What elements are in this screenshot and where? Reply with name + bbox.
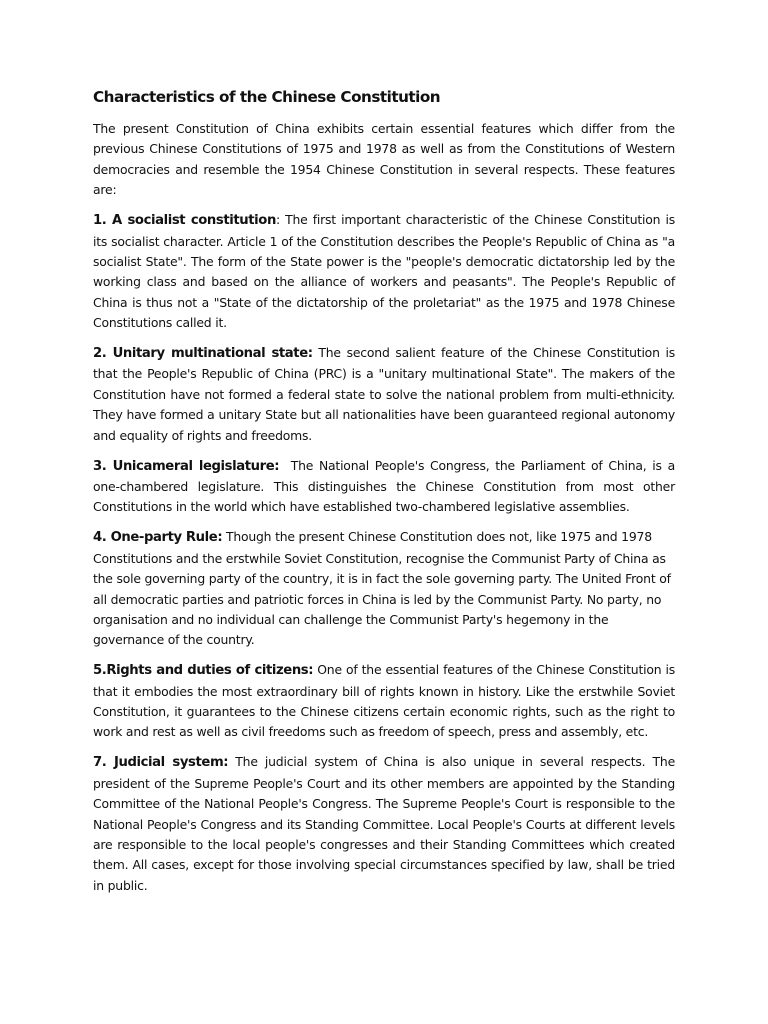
section-body: Though the present Chinese Constitution does not, like 1975 and 1978 Constitutions and the erstwhile Soviet Constitution, recognise the Communist Party of China as the sole governing party of the country, it is in fact the sole governing party. The United Front of all democratic parties and patriotic forces in China is led by the Communist Party. No party, no organisation and no individual can challenge the Communist Party's hegemony in the governance of the country.	[93, 529, 671, 648]
section-body: : The first important characteristic of the Chinese Constitution is its socialist character. Article 1 of the Constitution describes the People's Republic of China as "a socialist State". The form of the State power is the "people's democratic dictatorship led by the working class and based on the alliance of workers and peasants". The People's Republic of China is thus not a "State of the dictatorship of the proletariat" as the 1975 and 1978 Chinese Constitutions called it.	[93, 212, 675, 331]
section-judicial-system	[93, 752, 675, 896]
section-heading: 3. Unicameral legislature:	[93, 458, 280, 474]
section-unitary-state	[93, 343, 675, 446]
section-heading: 7. Judicial system:	[93, 755, 229, 771]
section-body: One of the essential features of the Chinese Constitution is that it embodies the most extraordinary bill of rights known in history. Like the erstwhile Soviet Constitution, it guarantees to the Chinese citizens certain economic rights, such as the right to work and rest as well as civil freedoms such as freedom of speech, press and assembly, etc.	[93, 662, 675, 740]
section-body: The judicial system of China is also unique in several respects. The president of the Supreme People's Court and its other members are appointed by the Standing Committee of the National People's Congress. The Supreme People's Court is responsible to the National People's Congress and its Standing Committee. Local People's Courts at different levels are responsible to the local people's congresses and their Standing Committees which created them. All cases, except for those involving special circumstances specified by law, shall be tried in public.	[93, 754, 675, 893]
section-heading: 4. One-party Rule:	[93, 530, 223, 546]
section-heading: 5.Rights and duties of citizens:	[93, 663, 314, 679]
section-socialist-constitution	[93, 210, 675, 333]
document-page	[93, 86, 679, 906]
document-title: Characteristics of the Chinese Constitution	[93, 88, 441, 106]
section-heading: 1. A socialist constitution	[93, 213, 276, 229]
section-one-party-rule	[93, 527, 675, 650]
intro-paragraph: The present Constitution of China exhibits certain essential features which differ from the previous Chinese Constitutions of 1975 and 1978 as well as from the Constitutions of Western democracies and resemble the 1954 Chinese Constitution in several respects. These features are:	[93, 121, 675, 198]
section-unicameral-legislature	[93, 456, 679, 518]
section-body: The second salient feature of the Chinese Constitution is that the People's Republic of China (PRC) is a "unitary multinational State". The makers of the Constitution have not formed a federal state to solve the national problem from multi-ethnicity. They have formed a unitary State but all nationalities have been guaranteed regional autonomy and equality of rights and freedoms.	[93, 345, 675, 443]
section-rights-and-duties	[93, 660, 675, 743]
section-heading: 2. Unitary multinational state:	[93, 346, 313, 362]
section-body: The National People's Congress, the Parliament of China, is a one-chambered legislature. This distinguishes the Chinese Constitution from most other Constitutions in the world which have established two-chambered legislative assemblies.	[93, 457, 679, 515]
